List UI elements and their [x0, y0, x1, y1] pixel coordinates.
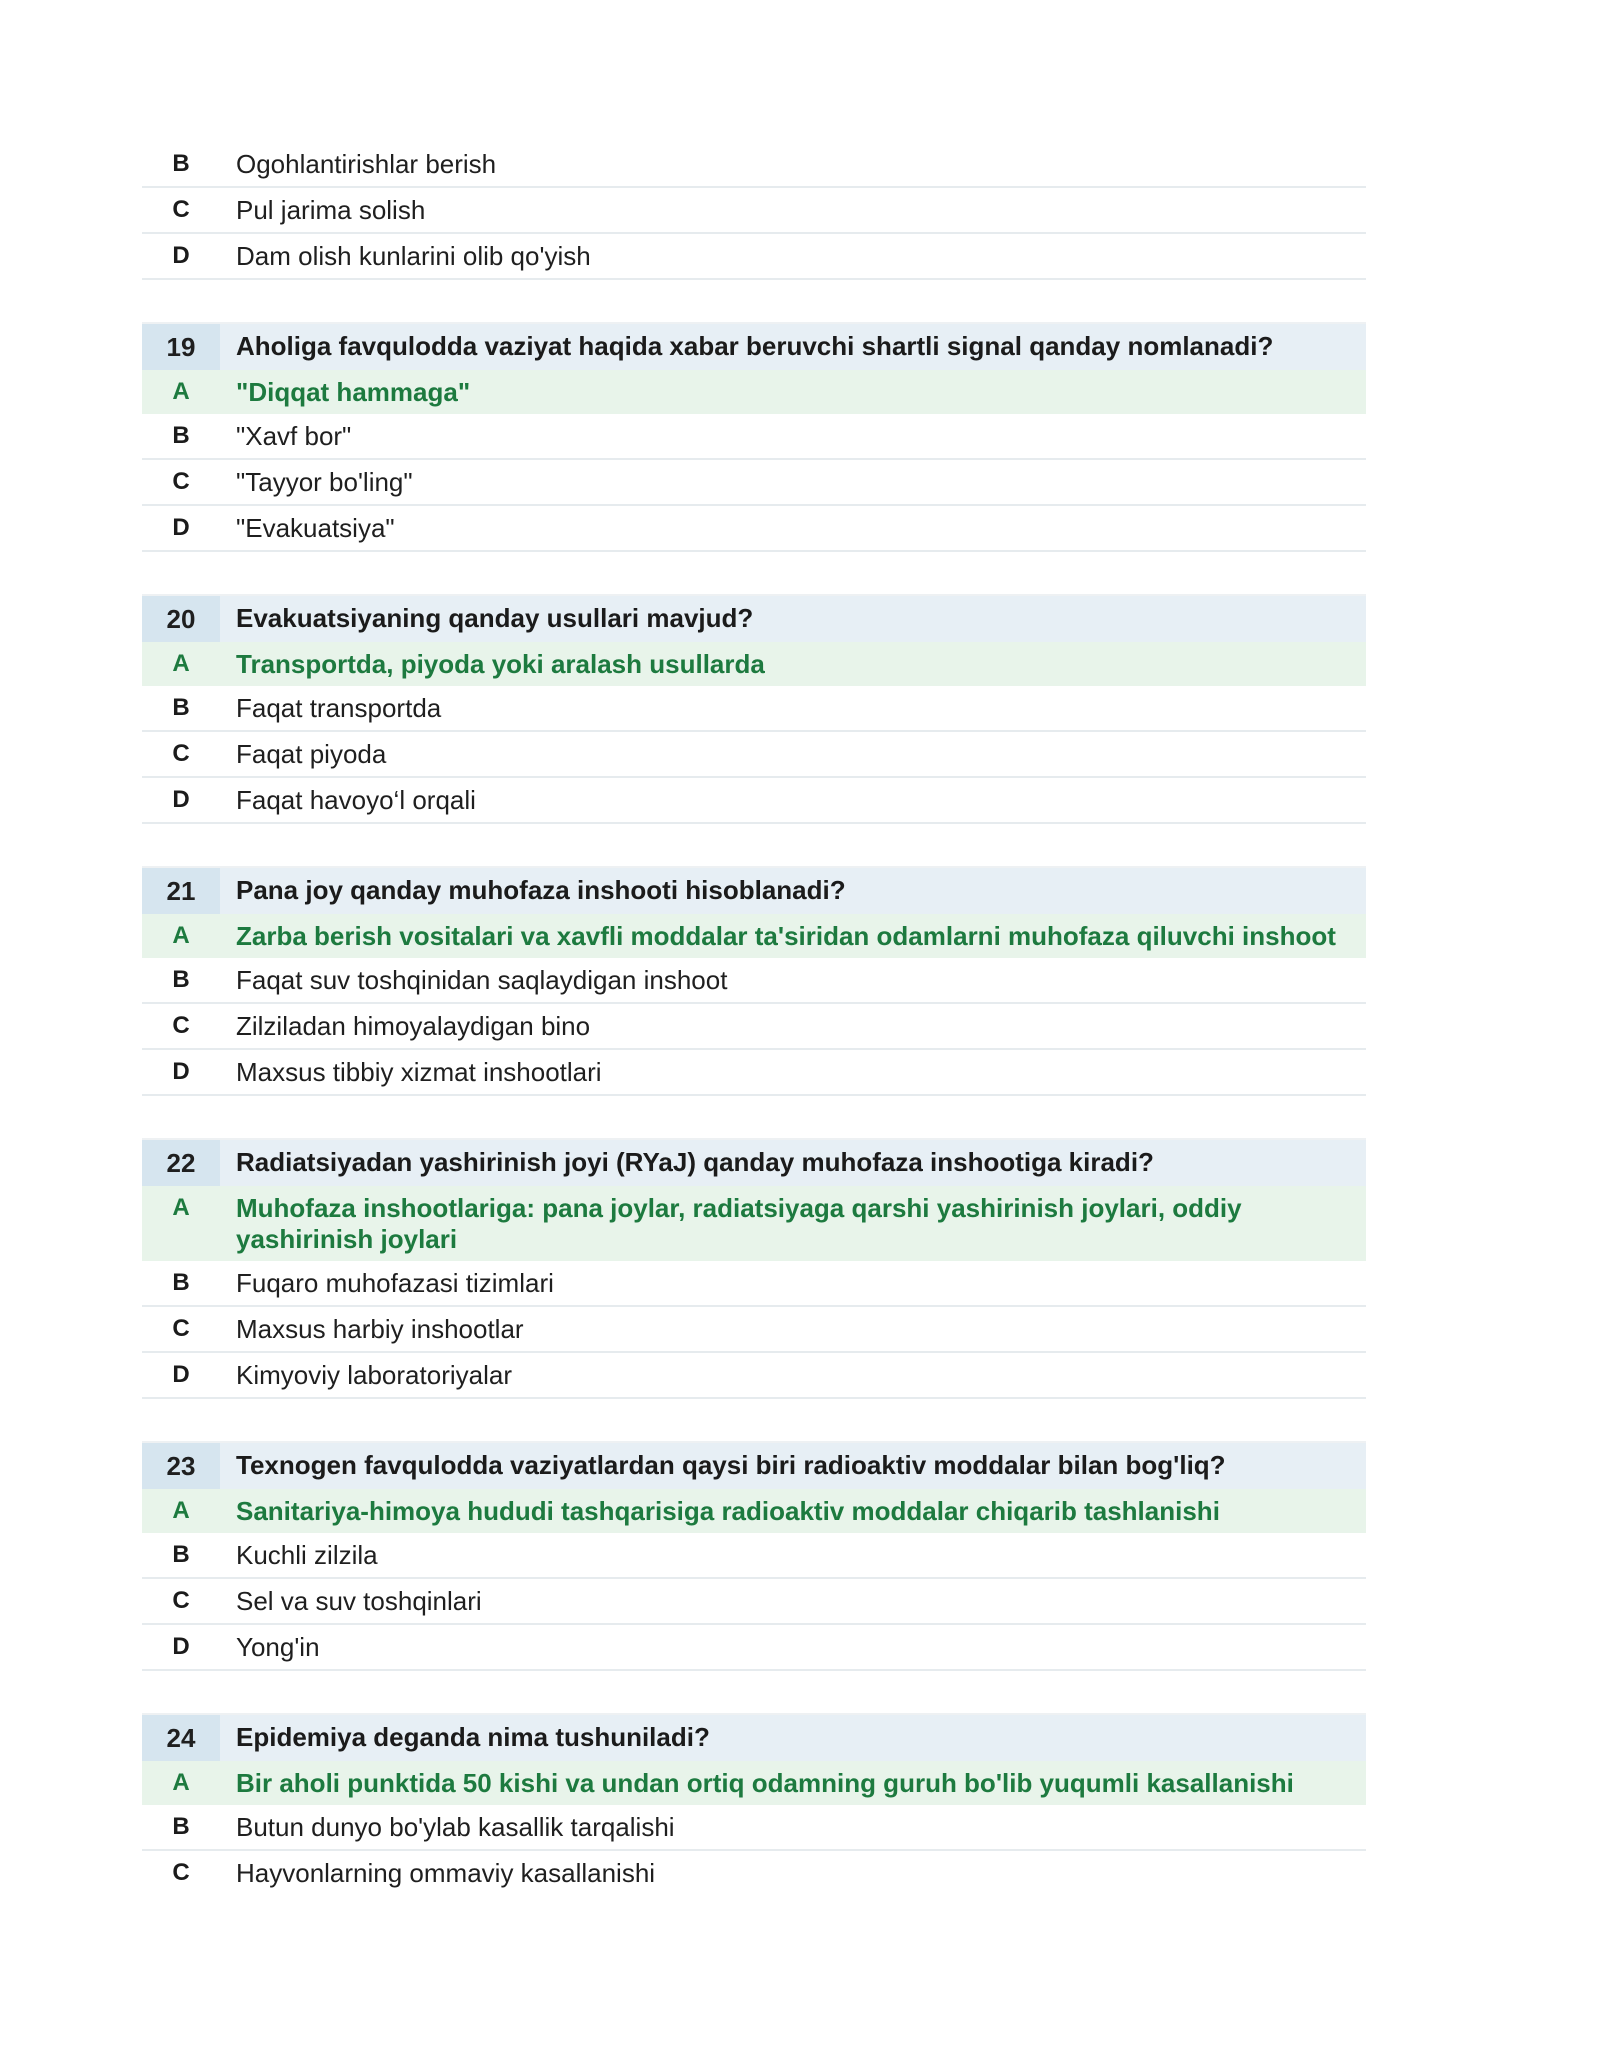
question-number: 21 [142, 868, 220, 914]
option-text: Fuqaro muhofazasi tizimlari [236, 1268, 554, 1298]
option-text: Kimyoviy laboratoriyalar [236, 1360, 512, 1390]
question-block [142, 868, 1366, 1140]
question-text: Texnogen favqulodda vaziyatlardan qaysi biri radioaktiv moddalar bilan bog'liq? [236, 1450, 1226, 1480]
option-text: "Evakuatsiya" [236, 513, 395, 543]
option-letter: B [172, 1813, 190, 1840]
option-row [142, 1307, 1366, 1353]
option-letter: C [172, 468, 190, 495]
option-row [142, 188, 1366, 234]
question-row [142, 1715, 1366, 1761]
question-number: 22 [142, 1140, 220, 1186]
option-row [142, 142, 1366, 188]
option-row [142, 234, 1366, 280]
option-letter: C [172, 1012, 190, 1039]
option-letter: D [172, 514, 190, 541]
option-row [142, 686, 1366, 732]
question-block [142, 596, 1366, 868]
option-letter: B [172, 1269, 190, 1296]
correct-answer-row [142, 370, 1366, 414]
question-block [142, 1140, 1366, 1443]
option-text: "Xavf bor" [236, 421, 352, 451]
correct-answer-text: Transportda, piyoda yoki aralash usullarda [236, 649, 765, 679]
question-text: Epidemiya deganda nima tushuniladi? [236, 1722, 710, 1752]
option-letter: C [172, 740, 190, 767]
option-text: Butun dunyo bo'ylab kasallik tarqalishi [236, 1812, 675, 1842]
question-block [142, 1443, 1366, 1715]
option-letter: C [172, 1315, 190, 1342]
option-row [142, 1805, 1366, 1851]
question-text: Pana joy qanday muhofaza inshooti hisoblanadi? [236, 875, 846, 905]
option-letter: A [172, 1769, 190, 1796]
correct-answer-text: Sanitariya-himoya hududi tashqarisiga radioaktiv moddalar chiqarib tashlanishi [236, 1496, 1220, 1526]
option-row [142, 778, 1366, 824]
question-18-continued [142, 142, 1366, 324]
option-row [142, 1353, 1366, 1399]
option-letter: D [172, 1361, 190, 1388]
correct-answer-text: Bir aholi punktida 50 kishi va undan ortiq odamning guruh bo'lib yuqumli kasallanishi [236, 1768, 1294, 1798]
option-text: Pul jarima solish [236, 195, 426, 225]
option-letter: B [172, 966, 190, 993]
option-letter: B [172, 422, 190, 449]
block-separator [142, 1096, 1366, 1140]
quiz-table [142, 142, 1366, 1895]
option-row [142, 1050, 1366, 1096]
block-separator [142, 552, 1366, 596]
option-text: Dam olish kunlarini olib qo'yish [236, 241, 591, 271]
option-letter: A [172, 922, 190, 949]
option-letter: A [172, 1497, 190, 1524]
option-letter: A [172, 650, 190, 677]
correct-answer-row [142, 914, 1366, 958]
option-row [142, 1579, 1366, 1625]
question-number: 23 [142, 1443, 220, 1489]
option-row [142, 732, 1366, 778]
option-text: Faqat piyoda [236, 739, 387, 769]
option-text: "Tayyor bo'ling" [236, 467, 413, 497]
option-text: Faqat transportda [236, 693, 442, 723]
question-text: Aholiga favqulodda vaziyat haqida xabar beruvchi shartli signal qanday nomlanadi? [236, 331, 1274, 361]
option-row [142, 1533, 1366, 1579]
option-text: Kuchli zilzila [236, 1540, 378, 1570]
option-letter: B [172, 150, 190, 177]
correct-answer-row [142, 1186, 1366, 1261]
option-letter: A [172, 1194, 190, 1221]
option-text: Maxsus harbiy inshootlar [236, 1314, 524, 1344]
correct-answer-row [142, 642, 1366, 686]
option-letter: D [172, 242, 190, 269]
option-letter: C [172, 1587, 190, 1614]
correct-answer-text: "Diqqat hammaga" [236, 377, 471, 407]
question-text: Evakuatsiyaning qanday usullari mavjud? [236, 603, 754, 633]
correct-answer-row [142, 1489, 1366, 1533]
question-row [142, 324, 1366, 370]
option-text: Faqat havoyo‘l orqali [236, 785, 476, 815]
option-letter: D [172, 1633, 190, 1660]
block-separator [142, 1399, 1366, 1443]
correct-answer-text: Zarba berish vositalari va xavfli moddalar ta'siridan odamlarni muhofaza qiluvchi inshoot [236, 921, 1336, 951]
option-row [142, 1851, 1366, 1895]
question-number: 19 [142, 324, 220, 370]
option-letter: D [172, 786, 190, 813]
question-row [142, 596, 1366, 642]
option-letter: C [172, 196, 190, 223]
option-row [142, 1004, 1366, 1050]
question-block [142, 324, 1366, 596]
block-separator [142, 824, 1366, 868]
option-row [142, 460, 1366, 506]
option-letter: A [172, 378, 190, 405]
option-letter: B [172, 1541, 190, 1568]
option-text: Sel va suv toshqinlari [236, 1586, 482, 1616]
option-letter: D [172, 1058, 190, 1085]
block-separator [142, 1671, 1366, 1715]
question-row [142, 868, 1366, 914]
option-text: Hayvonlarning ommaviy kasallanishi [236, 1858, 656, 1888]
option-row [142, 506, 1366, 552]
option-text: Maxsus tibbiy xizmat inshootlari [236, 1057, 602, 1087]
question-row [142, 1443, 1366, 1489]
option-row [142, 958, 1366, 1004]
question-row [142, 1140, 1366, 1186]
question-block [142, 1715, 1366, 1895]
option-row [142, 1625, 1366, 1671]
question-text: Radiatsiyadan yashirinish joyi (RYaJ) qanday muhofaza inshootiga kiradi? [236, 1147, 1154, 1177]
question-number: 20 [142, 596, 220, 642]
option-text: Faqat suv toshqinidan saqlaydigan inshoot [236, 965, 728, 995]
block-separator [142, 280, 1366, 324]
option-text: Zilziladan himoyalaydigan bino [236, 1011, 591, 1041]
correct-answer-text: Muhofaza inshootlariga: pana joylar, radiatsiyaga qarshi yashirinish joylari, oddiy yashirinish joylari [236, 1193, 1242, 1254]
option-row [142, 1261, 1366, 1307]
option-row [142, 414, 1366, 460]
option-letter: B [172, 694, 190, 721]
option-text: Yong'in [236, 1632, 320, 1662]
option-letter: C [172, 1859, 190, 1886]
question-number: 24 [142, 1715, 220, 1761]
option-text: Ogohlantirishlar berish [236, 149, 497, 179]
correct-answer-row [142, 1761, 1366, 1805]
